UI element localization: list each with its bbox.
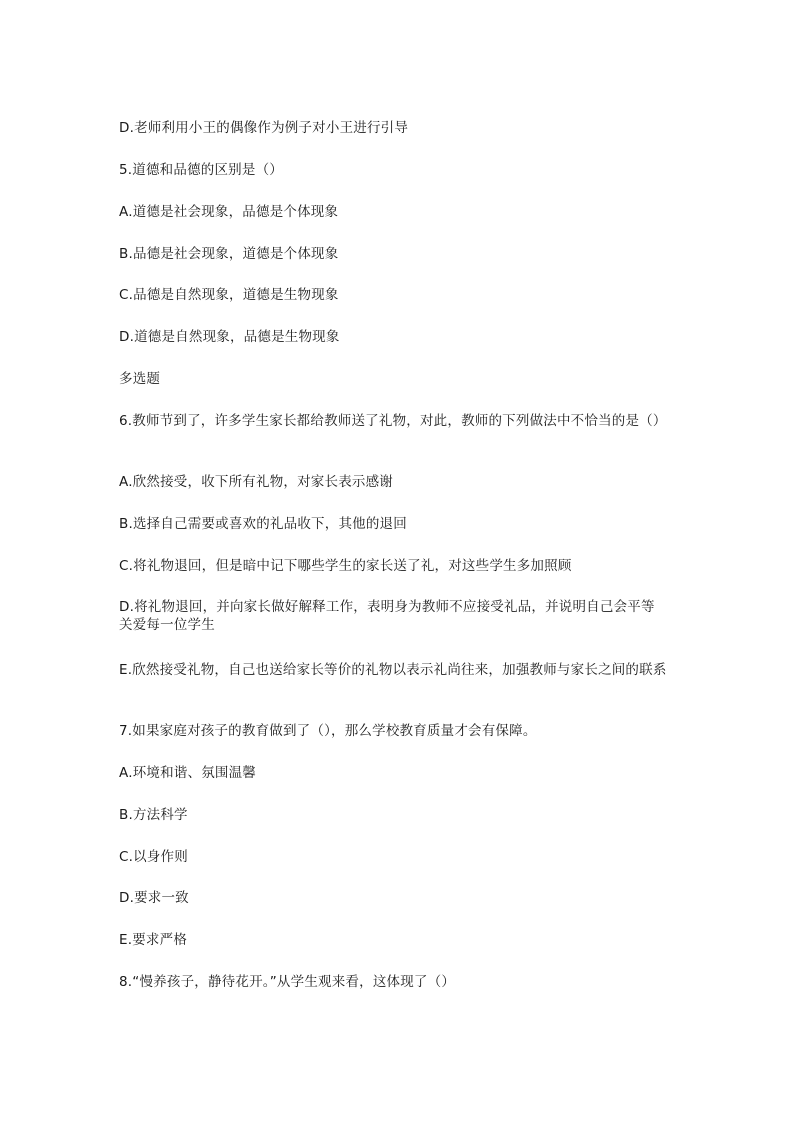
question-7: 7.如果家庭对孩子的教育做到了（），那么学校教育质量才会有保障。 (119, 723, 537, 739)
option-6b: B.选择自己需要或喜欢的礼品收下，其他的退回 (119, 516, 407, 532)
option-5b: B.品德是社会现象，道德是个体现象 (119, 246, 339, 262)
option-5c: C.品德是自然现象，道德是生物现象 (119, 287, 339, 303)
question-5: 5.道德和品德的区别是（） (119, 162, 283, 178)
option-5a: A.道德是社会现象，品德是个体现象 (119, 204, 339, 220)
option-5d: D.道德是自然现象，品德是生物现象 (119, 329, 340, 345)
question-8: 8.“慢养孩子，静待花开。”从学生观来看，这体现了（） (119, 974, 456, 990)
option-6d: D.将礼物退回，并向家长做好解释工作，表明身为教师不应接受礼品，并说明自己会平等关爱每一位学生 (119, 599, 655, 633)
option-6e: E.欣然接受礼物，自己也送给家长等价的礼物以表示礼尚往来，加强教师与家长之间的联系 (119, 662, 667, 678)
option-6c: C.将礼物退回，但是暗中记下哪些学生的家长送了礼，对这些学生多加照顾 (119, 558, 572, 574)
option-6a: A.欣然接受，收下所有礼物，对家长表示感谢 (119, 474, 393, 490)
question-6: 6.教师节到了，许多学生家长都给教师送了礼物，对此，教师的下列做法中不恰当的是（） (119, 413, 667, 429)
option-7a: A.环境和谐、氛围温馨 (119, 765, 256, 781)
option-7d: D.要求一致 (119, 890, 189, 906)
section-heading-multiple-choice: 多选题 (119, 371, 161, 387)
option-7e: E.要求严格 (119, 932, 188, 948)
option-4d: D.老师利用小王的偶像作为例子对小王进行引导 (119, 120, 409, 136)
option-7b: B.方法科学 (119, 807, 188, 823)
option-7c: C.以身作则 (119, 849, 188, 865)
